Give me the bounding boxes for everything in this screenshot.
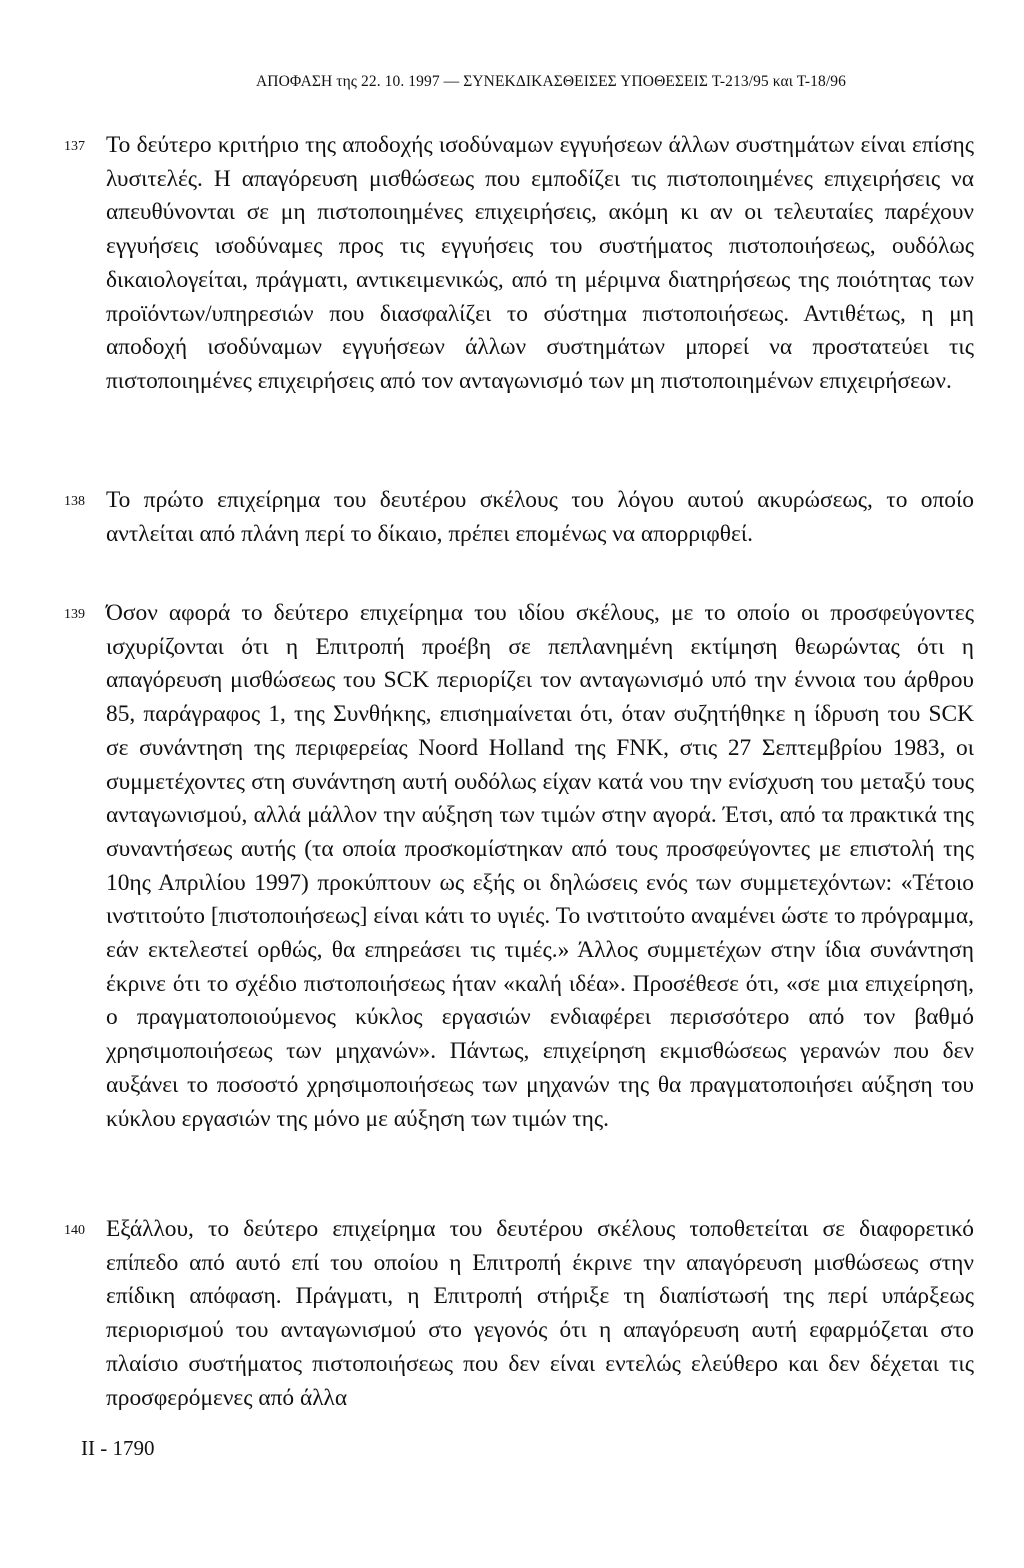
paragraph-text: Το δεύτερο κριτήριο της αποδοχής ισοδύναμων εγγυήσεων άλλων συστημάτων είναι επίσης λυσιτελές. Η απαγόρευση μισθώσεως που εμποδίζει τις πιστοποιημένες επιχειρήσεις να απευθύνονται σε μη πιστοποιημένες επιχειρήσεις, ακόμη κι αν οι τελευταίες παρέχουν εγγυήσεις ισοδύναμες προς τις εγγυήσεις του συστήματος πιστοποιήσεως, ουδόλως δικαιολογείται, πράγματι, αντικειμενικώς, από τη μέριμνα διατηρήσεως της ποιότητας των προϊόντων/υπηρεσιών που διασφαλίζει το σύστημα πιστοποιήσεως. Αντιθέτως, η μη αποδοχή ισοδύναμων εγγυήσεων άλλων συστημάτων μπορεί να προστατεύει τις πιστοποιημένες επιχειρήσεις από τον ανταγωνισμό των μη πιστοποιημένων επιχειρήσεων. <box>106 132 974 394</box>
paragraph-text: Όσον αφορά το δεύτερο επιχείρημα του ιδίου σκέλους, με το οποίο οι προσφεύγοντες ισχυρίζονται ότι η Επιτροπή προέβη σε πεπλανημένη εκτίμηση θεωρώντας ότι η απαγόρευση μισθώσεως του SCK περιορίζει τον ανταγωνισμό υπό την έννοια του άρθρου 85, παράγραφος 1, της Συνθήκης, επισημαίνεται ότι, όταν συζητήθηκε η ίδρυση του SCK σε συνάντηση της περιφερείας Noord Holland της FNK, στις 27 Σεπτεμβρίου 1983, οι συμμετέχοντες στη συνάντηση αυτή ουδόλως είχαν κατά νου την ενίσχυση του μεταξύ τους ανταγωνισμού, αλλά μάλλον την αύξηση των τιμών στην αγορά. Έτσι, από τα πρακτικά της συναντήσεως αυτής (τα οποία προσκομίστηκαν από τους προσφεύγοντες με επιστολή της 10ης Απριλίου 1997) προκύπτουν ως εξής οι δηλώσεις ενός των συμμετεχόντων: «Τέτοιο ινστιτούτο [πιστοποιήσεως] είναι κάτι το υγιές. Το ινστιτούτο αναμένει ώστε το πρόγραμμα, εάν εκτελεστεί ορθώς, θα επηρεάσει τις τιμές.» Άλλος συμμετέχων στην ίδια συνάντηση έκρινε ότι το σχέδιο πιστοποιήσεως ήταν «καλή ιδέα». Προσέθεσε ότι, «σε μια επιχείρηση, ο πραγματοποιούμενος κύκλος εργασιών ενδιαφέρει περισσότερο από τον βαθμό χρησιμοποιήσεως των μηχανών». Πάντως, επιχείρηση εκμισθώσεως γερανών που δεν αυξάνει το ποσοστό χρησιμοποιήσεως των μηχανών της θα πραγματοποιήσει αύξηση του κύκλου εργασιών της μόνο με αύξηση των τιμών της. <box>106 600 974 1132</box>
paragraph-number: 140 <box>64 1223 85 1238</box>
paragraph-text: Εξάλλου, το δεύτερο επιχείρημα του δευτέρου σκέλους τοποθετείται σε διαφορετικό επίπεδο από αυτό επί του οποίου η Επιτροπή έκρινε την απαγόρευση μισθώσεως στην επίδικη απόφαση. Πράγματι, η Επιτροπή στήριξε τη διαπίστωσή της περί υπάρξεως περιορισμού του ανταγωνισμού στο γεγονός ότι η απαγόρευση αυτή εφαρμόζεται στο πλαίσιο συστήματος πιστοποιήσεως που δεν είναι εντελώς ελεύθερο και δεν δέχεται τις προσφερόμενες από άλλα <box>106 1216 974 1411</box>
paragraph-number: 138 <box>64 494 85 509</box>
page-number: II - 1790 <box>81 1436 155 1460</box>
paragraph-number: 137 <box>64 139 85 154</box>
paragraph-text: Το πρώτο επιχείρημα του δευτέρου σκέλους του λόγου αυτού ακυρώσεως, το οποίο αντλείται από πλάνη περί το δίκαιο, πρέπει επομένως να απορριφθεί. <box>106 487 974 547</box>
running-header: ΑΠΟΦΑΣΗ της 22. 10. 1997 — ΣΥΝΕΚΔΙΚΑΣΘΕΙΣΕΣ ΥΠΟΘΕΣΕΙΣ Τ-213/95 και Τ-18/96 <box>256 73 846 90</box>
paragraph-number: 139 <box>64 607 85 622</box>
